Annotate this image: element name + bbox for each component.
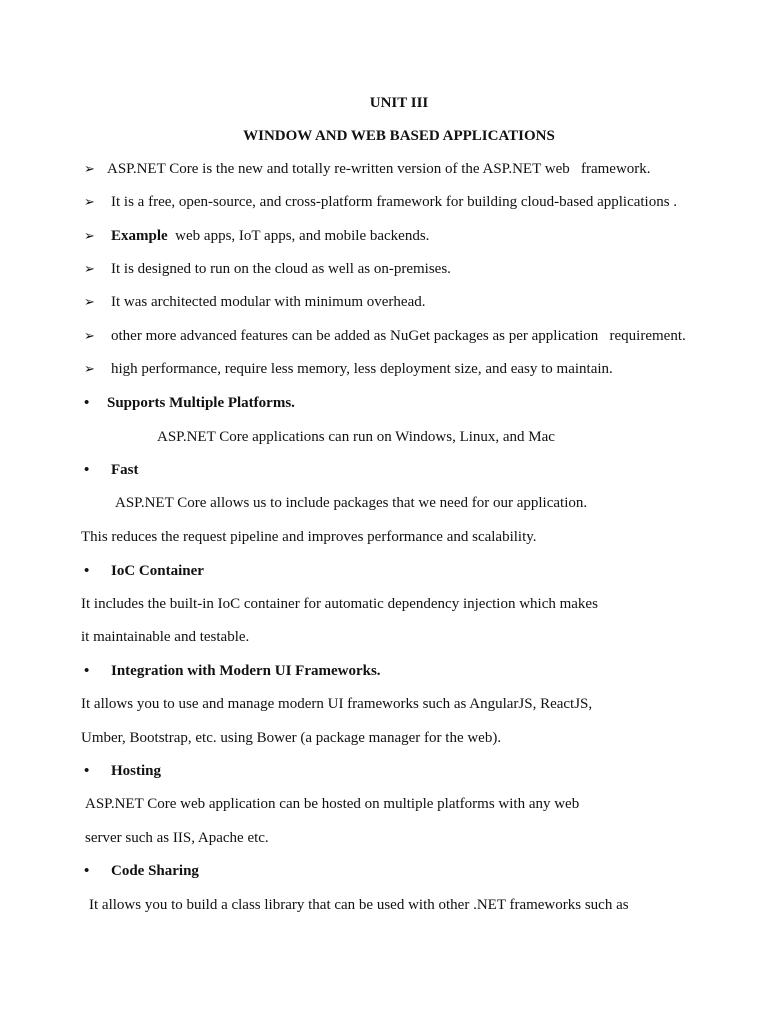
list-item: It is designed to run on the cloud as well as on-premises. [111,261,451,277]
arrow-bullet-icon: ➢ [84,228,95,243]
list-item: It was architected modular with minimum overhead. [111,294,426,310]
section-body-fast: ASP.NET Core allows us to include packages that we need for our application. [115,495,588,511]
bullet-dot-icon: • [84,663,90,679]
section-body-sharing: It allows you to build a class library that can be used with other .NET frameworks such as [89,897,629,913]
section-body-hosting: ASP.NET Core web application can be hosted on multiple platforms with any web [85,796,580,812]
section-body-platforms: ASP.NET Core applications can run on Windows, Linux, and Mac [157,429,555,445]
page-title: WINDOW AND WEB BASED APPLICATIONS [243,128,555,144]
unit-heading: UNIT III [369,95,429,111]
bullet-dot-icon: • [84,462,90,478]
bullet-dot-icon: • [84,563,90,579]
arrow-bullet-icon: ➢ [84,328,95,343]
section-title-ui: Integration with Modern UI Frameworks. [111,663,381,679]
section-title-sharing: Code Sharing [111,863,199,879]
bullet-dot-icon: • [84,763,90,779]
bullet-dot-icon: • [84,863,90,879]
section-body-hosting: server such as IIS, Apache etc. [85,830,269,846]
list-item [111,227,429,245]
list-item: high performance, require less memory, less deployment size, and easy to maintain. [111,361,613,377]
arrow-bullet-icon: ➢ [84,194,95,209]
section-title-ioc: IoC Container [111,563,204,579]
arrow-bullet-icon: ➢ [84,261,95,276]
example-label: Example [111,228,168,244]
list-item: It is a free, open-source, and cross-platform framework for building cloud-based applications . [111,194,678,210]
arrow-bullet-icon: ➢ [84,161,95,176]
list-item: other more advanced features can be added as NuGet packages as per application requirement. [111,328,686,344]
section-body-ioc: it maintainable and testable. [81,629,250,645]
bullet-dot-icon: • [84,395,90,411]
section-title-hosting: Hosting [111,763,162,779]
arrow-bullet-icon: ➢ [84,361,95,376]
section-body-ioc: It includes the built-in IoC container for automatic dependency injection which makes [81,596,598,612]
example-text: web apps, IoT apps, and mobile backends. [167,228,430,244]
section-title-platforms: Supports Multiple Platforms. [107,395,295,411]
list-item: ASP.NET Core is the new and totally re-written version of the ASP.NET web framework. [107,161,651,177]
section-body-ui: Umber, Bootstrap, etc. using Bower (a package manager for the web). [81,730,502,746]
arrow-bullet-icon: ➢ [84,294,95,309]
section-title-fast: Fast [111,462,139,478]
section-body-ui: It allows you to use and manage modern UI frameworks such as AngularJS, ReactJS, [81,696,593,712]
section-body-fast: This reduces the request pipeline and improves performance and scalability. [81,529,537,545]
